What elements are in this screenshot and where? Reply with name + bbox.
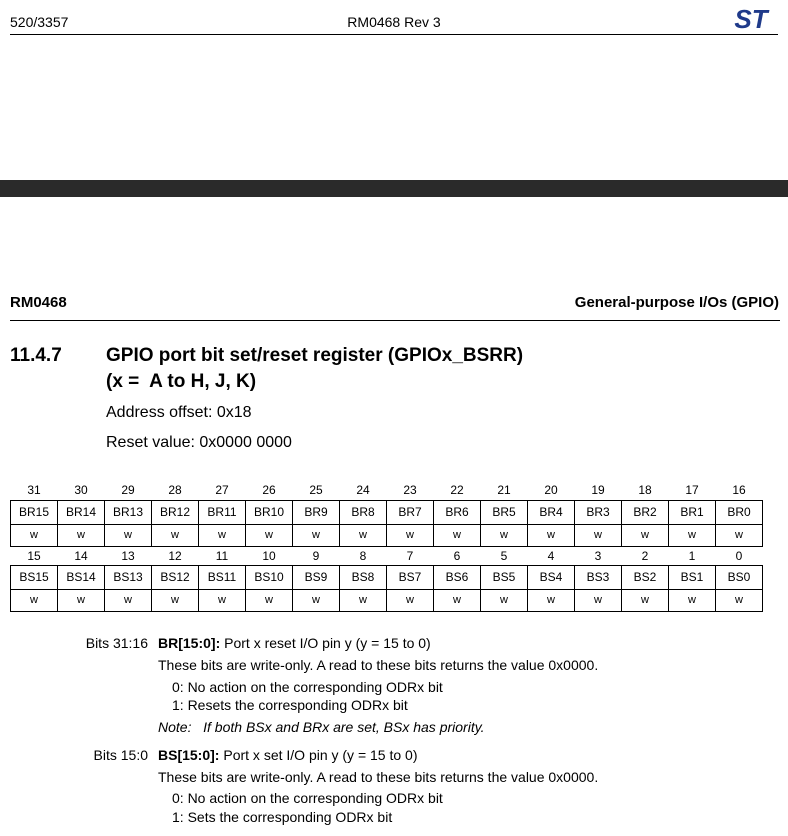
- upper-access-cell: w: [528, 524, 575, 546]
- lower-bits-cell: 12: [168, 548, 182, 563]
- lower-access-cell: w: [387, 589, 434, 611]
- upper-fields-cell: BR15: [11, 500, 58, 524]
- br-summary: [158, 635, 431, 651]
- lower-access-cell: w: [105, 589, 152, 611]
- upper-bits-cell: 22: [450, 483, 464, 498]
- upper-bits-cell: 17: [685, 483, 699, 498]
- lower-fields-cell: BS5: [481, 565, 528, 589]
- br-note: Note: If both BSx and BRx are set, BSx has priority.: [158, 719, 485, 735]
- lower-bits-cell: 1: [688, 548, 696, 563]
- lower-access-cell: w: [669, 589, 716, 611]
- lower-bits-cell: 11: [215, 548, 229, 563]
- register-title-ports: (x = A to H, J, K): [106, 371, 257, 392]
- lower-fields-cell: BS11: [199, 565, 246, 589]
- upper-access-cell: w: [293, 524, 340, 546]
- upper-fields-cell: BR8: [340, 500, 387, 524]
- upper-access-cell: w: [340, 524, 387, 546]
- upper-bits-cell: 30: [74, 483, 88, 498]
- lower-access-cell: w: [293, 589, 340, 611]
- upper-bits-cell: 29: [121, 483, 135, 498]
- register-bit-table: [10, 481, 763, 612]
- section-chapter-title: General-purpose I/Os (GPIO): [574, 294, 779, 311]
- lower-fields-cell: BS15: [11, 565, 58, 589]
- upper-bits-cell: 21: [497, 483, 511, 498]
- lower-fields-cell: BS0: [716, 565, 763, 589]
- upper-access-cell: w: [387, 524, 434, 546]
- lower-access-cell: w: [152, 589, 199, 611]
- upper-fields-cell: BR3: [575, 500, 622, 524]
- lower-bits-cell: 9: [312, 548, 320, 563]
- address-offset: Address offset: 0x18: [106, 404, 252, 421]
- lower-access-cell: w: [246, 589, 293, 611]
- upper-fields-cell: BR10: [246, 500, 293, 524]
- upper-fields-cell: BR14: [58, 500, 105, 524]
- upper-bits-cell: 23: [403, 483, 417, 498]
- upper-bits-cell: 18: [638, 483, 652, 498]
- lower-access-cell: w: [622, 589, 669, 611]
- upper-fields-cell: BR1: [669, 500, 716, 524]
- page-separator-band: [0, 180, 788, 197]
- upper-access-cell: w: [58, 524, 105, 546]
- br-summary-text: Port x reset I/O pin y (y = 15 to 0): [220, 635, 431, 651]
- upper-access-cell: w: [716, 524, 763, 546]
- upper-bit-numbers-row: [11, 481, 763, 500]
- upper-bits-cell: 16: [732, 483, 746, 498]
- upper-fields-cell: BR7: [387, 500, 434, 524]
- lower-bits-cell: 4: [547, 548, 555, 563]
- lower-bits-cell: 10: [262, 548, 276, 563]
- doc-revision: RM0468 Rev 3: [347, 14, 441, 30]
- upper-access-row: [11, 524, 763, 546]
- upper-access-cell: w: [105, 524, 152, 546]
- lower-access-cell: w: [716, 589, 763, 611]
- lower-access-cell: w: [199, 589, 246, 611]
- lower-access-cell: w: [575, 589, 622, 611]
- upper-bits-cell: 19: [591, 483, 605, 498]
- upper-access-cell: w: [622, 524, 669, 546]
- lower-bits-cell: 15: [27, 548, 41, 563]
- lower-access-cell: w: [434, 589, 481, 611]
- lower-bits-cell: 2: [641, 548, 649, 563]
- br-bits-label: Bits 31:16: [85, 635, 148, 651]
- bs-summary: [158, 747, 418, 763]
- upper-access-cell: w: [481, 524, 528, 546]
- header-rule: [10, 34, 778, 35]
- upper-access-cell: w: [152, 524, 199, 546]
- reset-value: Reset value: 0x0000 0000: [106, 434, 292, 451]
- upper-fields-cell: BR6: [434, 500, 481, 524]
- st-logo-icon: [726, 6, 776, 32]
- bs-field-name: BS[15:0]:: [158, 747, 220, 763]
- lower-fields-cell: BS10: [246, 565, 293, 589]
- bs-option-1: 1: Sets the corresponding ODRx bit: [172, 809, 393, 825]
- bs-option-0: 0: No action on the corresponding ODRx bit: [172, 790, 443, 806]
- lower-access-row: [11, 589, 763, 611]
- bs-detail: These bits are write-only. A read to these bits returns the value 0x0000.: [158, 769, 599, 785]
- section-rule: [10, 320, 780, 321]
- bs-bits-label: Bits 15:0: [93, 747, 148, 763]
- upper-bits-cell: 27: [215, 483, 229, 498]
- lower-fields-cell: BS1: [669, 565, 716, 589]
- upper-bits-cell: 26: [262, 483, 276, 498]
- br-option-1: 1: Resets the corresponding ODRx bit: [172, 697, 408, 713]
- upper-access-cell: w: [246, 524, 293, 546]
- page-number: 520/3357: [10, 14, 69, 30]
- upper-fields-cell: BR12: [152, 500, 199, 524]
- lower-access-cell: w: [528, 589, 575, 611]
- upper-fields-row: [11, 500, 763, 524]
- lower-fields-cell: BS13: [105, 565, 152, 589]
- lower-access-cell: w: [11, 589, 58, 611]
- lower-access-cell: w: [58, 589, 105, 611]
- upper-fields-cell: BR9: [293, 500, 340, 524]
- upper-access-cell: w: [199, 524, 246, 546]
- upper-access-cell: w: [575, 524, 622, 546]
- register-title: GPIO port bit set/reset register (GPIOx_BSRR): [106, 345, 524, 366]
- br-option-0: 0: No action on the corresponding ODRx bit: [172, 679, 443, 695]
- lower-fields-cell: BS9: [293, 565, 340, 589]
- upper-bits-cell: 25: [309, 483, 323, 498]
- bs-summary-text: Port x set I/O pin y (y = 15 to 0): [219, 747, 418, 763]
- lower-access-cell: w: [340, 589, 387, 611]
- lower-bits-cell: 8: [359, 548, 367, 563]
- br-field-name: BR[15:0]:: [158, 635, 221, 651]
- lower-bit-numbers-row: [11, 546, 763, 565]
- upper-access-cell: w: [434, 524, 481, 546]
- section-doc-id: RM0468: [10, 294, 67, 311]
- br-detail: These bits are write-only. A read to these bits returns the value 0x0000.: [158, 657, 599, 673]
- lower-bits-cell: 5: [500, 548, 508, 563]
- upper-fields-cell: BR5: [481, 500, 528, 524]
- lower-fields-cell: BS8: [340, 565, 387, 589]
- lower-fields-cell: BS12: [152, 565, 199, 589]
- upper-fields-cell: BR13: [105, 500, 152, 524]
- lower-bits-cell: 6: [453, 548, 461, 563]
- upper-access-cell: w: [11, 524, 58, 546]
- upper-fields-cell: BR11: [199, 500, 246, 524]
- st-logo-text: ST: [734, 6, 768, 32]
- upper-access-cell: w: [669, 524, 716, 546]
- upper-bits-cell: 31: [27, 483, 41, 498]
- upper-bits-cell: 28: [168, 483, 182, 498]
- lower-fields-cell: BS7: [387, 565, 434, 589]
- lower-fields-cell: BS2: [622, 565, 669, 589]
- lower-fields-cell: BS6: [434, 565, 481, 589]
- upper-fields-cell: BR4: [528, 500, 575, 524]
- lower-fields-cell: BS3: [575, 565, 622, 589]
- lower-bits-cell: 0: [735, 548, 743, 563]
- lower-bits-cell: 13: [121, 548, 135, 563]
- lower-bits-cell: 14: [74, 548, 88, 563]
- lower-fields-cell: BS4: [528, 565, 575, 589]
- lower-access-cell: w: [481, 589, 528, 611]
- upper-fields-cell: BR0: [716, 500, 763, 524]
- lower-fields-row: [11, 565, 763, 589]
- lower-bits-cell: 7: [406, 548, 414, 563]
- lower-fields-cell: BS14: [58, 565, 105, 589]
- lower-bits-cell: 3: [594, 548, 602, 563]
- upper-bits-cell: 24: [356, 483, 370, 498]
- section-number: 11.4.7: [10, 345, 62, 366]
- upper-bits-cell: 20: [544, 483, 558, 498]
- upper-fields-cell: BR2: [622, 500, 669, 524]
